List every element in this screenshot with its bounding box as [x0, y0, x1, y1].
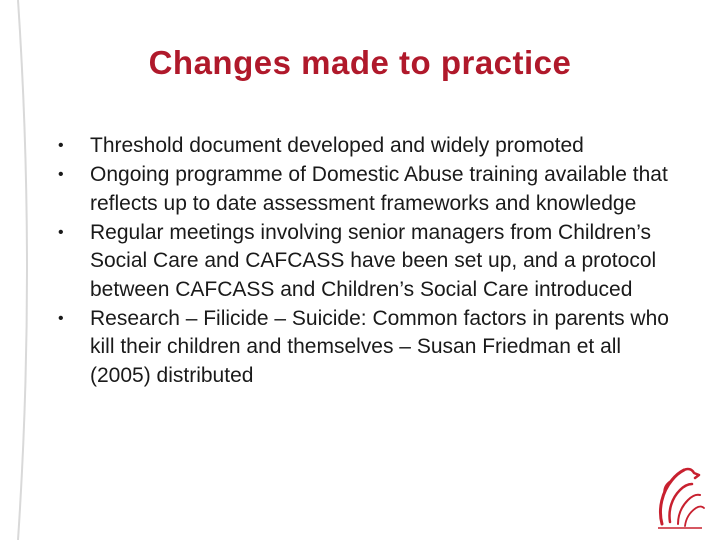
dragon-logo-icon: [652, 464, 708, 530]
bullet-marker: •: [58, 223, 64, 241]
bullet-text: Regular meetings involving senior managers from Children’s Social Care and CAFCASS have been set up, and a protocol between CAFCASS and Children’s Social Care introduced: [90, 220, 657, 301]
bullet-text: Ongoing programme of Domestic Abuse training available that reflects up to date assessment frameworks and knowledge: [90, 163, 668, 215]
bullet-text: Research – Filicide – Suicide: Common factors in parents who kill their children and themselves – Susan Friedman et all (2005) distributed: [90, 306, 669, 387]
list-item: [54, 161, 674, 218]
list-item: [54, 132, 674, 161]
bullet-marker: •: [58, 166, 64, 183]
bullet-list: [54, 132, 674, 391]
list-item: [54, 219, 674, 305]
bullet-marker: •: [58, 309, 64, 327]
bullet-marker: •: [58, 137, 64, 154]
bullet-text: Threshold document developed and widely promoted: [90, 134, 584, 157]
slide-title: Changes made to practice: [148, 44, 572, 81]
list-item: [54, 305, 674, 391]
